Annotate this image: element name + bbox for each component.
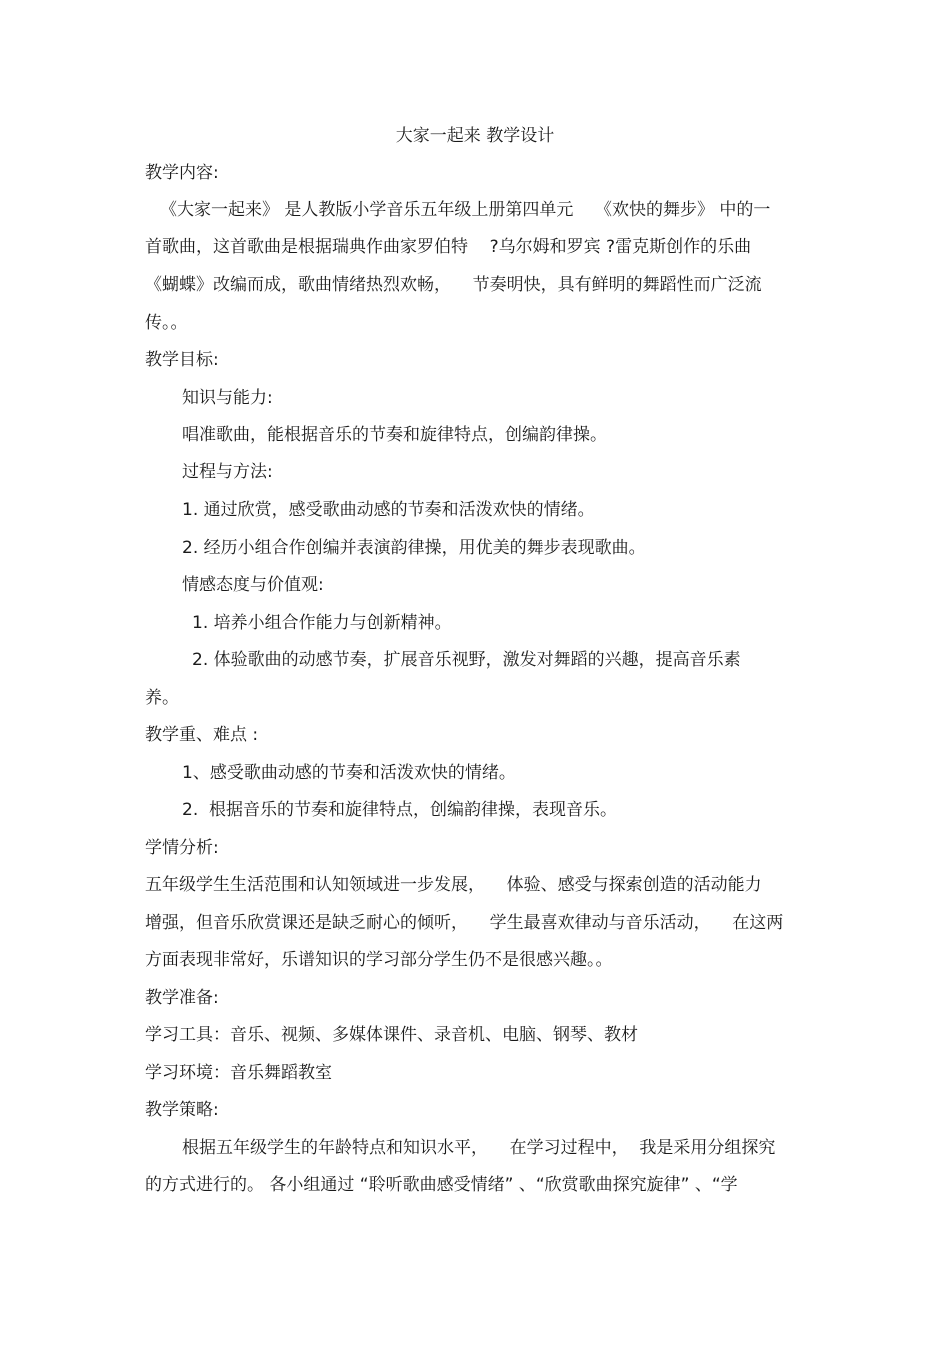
heading-teaching-goals: 教学目标: bbox=[145, 350, 219, 370]
list-line: 1. 通过欣赏，感受歌曲动感的节奏和活泼欢快的情绪。 bbox=[182, 500, 595, 520]
paragraph-line: 五年级学生生活范围和认知领域进一步发展， 体验、感受与探索创造的活动能力 bbox=[145, 875, 762, 895]
subheading-process: 过程与方法: bbox=[182, 462, 273, 482]
subheading-attitude: 情感态度与价值观: bbox=[182, 575, 324, 595]
paragraph-line: 《蝴蝶》改编而成，歌曲情绪热烈欢畅， 节奏明快，具有鲜明的舞蹈性而广泛流 bbox=[145, 275, 762, 295]
paragraph-line: 首歌曲，这首歌曲是根据瑞典作曲家罗伯特 ?乌尔姆和罗宾 ?雷克斯创作的乐曲 bbox=[145, 237, 752, 257]
paragraph-line: 的方式进行的。 各小组通过 “聆听歌曲感受情绪” 、“欣赏歌曲探究旋律” 、“学 bbox=[145, 1175, 738, 1195]
subheading-knowledge: 知识与能力: bbox=[182, 388, 273, 408]
list-line: 唱准歌曲，能根据音乐的节奏和旋律特点，创编韵律操。 bbox=[182, 425, 607, 445]
paragraph-line: 学习工具：音乐、视频、多媒体课件、录音机、电脑、钢琴、教材 bbox=[145, 1025, 638, 1045]
document-title: 大家一起来 教学设计 bbox=[395, 126, 555, 146]
heading-strategy: 教学策略: bbox=[145, 1100, 219, 1120]
list-line: 养。 bbox=[145, 688, 179, 708]
paragraph-line: 根据五年级学生的年龄特点和知识水平， 在学习过程中， 我是采用分组探究 bbox=[182, 1138, 776, 1158]
heading-learner-analysis: 学情分析: bbox=[145, 838, 219, 858]
list-line: 1. 培养小组合作能力与创新精神。 bbox=[192, 613, 452, 633]
list-line: 2. 经历小组合作创编并表演韵律操，用优美的舞步表现歌曲。 bbox=[182, 538, 646, 558]
paragraph-line: 方面表现非常好，乐谱知识的学习部分学生仍不是很感兴趣。。 bbox=[145, 950, 613, 970]
paragraph-line: 《大家一起来》 是人教版小学音乐五年级上册第四单元 《欢快的舞步》 中的一 bbox=[160, 200, 771, 220]
paragraph-line: 传。。 bbox=[145, 313, 188, 333]
heading-preparation: 教学准备: bbox=[145, 988, 219, 1008]
list-line: 1、感受歌曲动感的节奏和活泼欢快的情绪。 bbox=[182, 763, 516, 783]
list-line: 2. 根据音乐的节奏和旋律特点，创编韵律操，表现音乐。 bbox=[182, 800, 618, 820]
heading-key-points: 教学重、难点 : bbox=[145, 725, 259, 745]
heading-teaching-content: 教学内容: bbox=[145, 163, 219, 183]
paragraph-line: 学习环境：音乐舞蹈教室 bbox=[145, 1063, 332, 1083]
list-line: 2. 体验歌曲的动感节奏，扩展音乐视野，激发对舞蹈的兴趣，提高音乐素 bbox=[192, 650, 741, 670]
paragraph-line: 增强，但音乐欣赏课还是缺乏耐心的倾听， 学生最喜欢律动与音乐活动， 在这两 bbox=[145, 913, 784, 933]
